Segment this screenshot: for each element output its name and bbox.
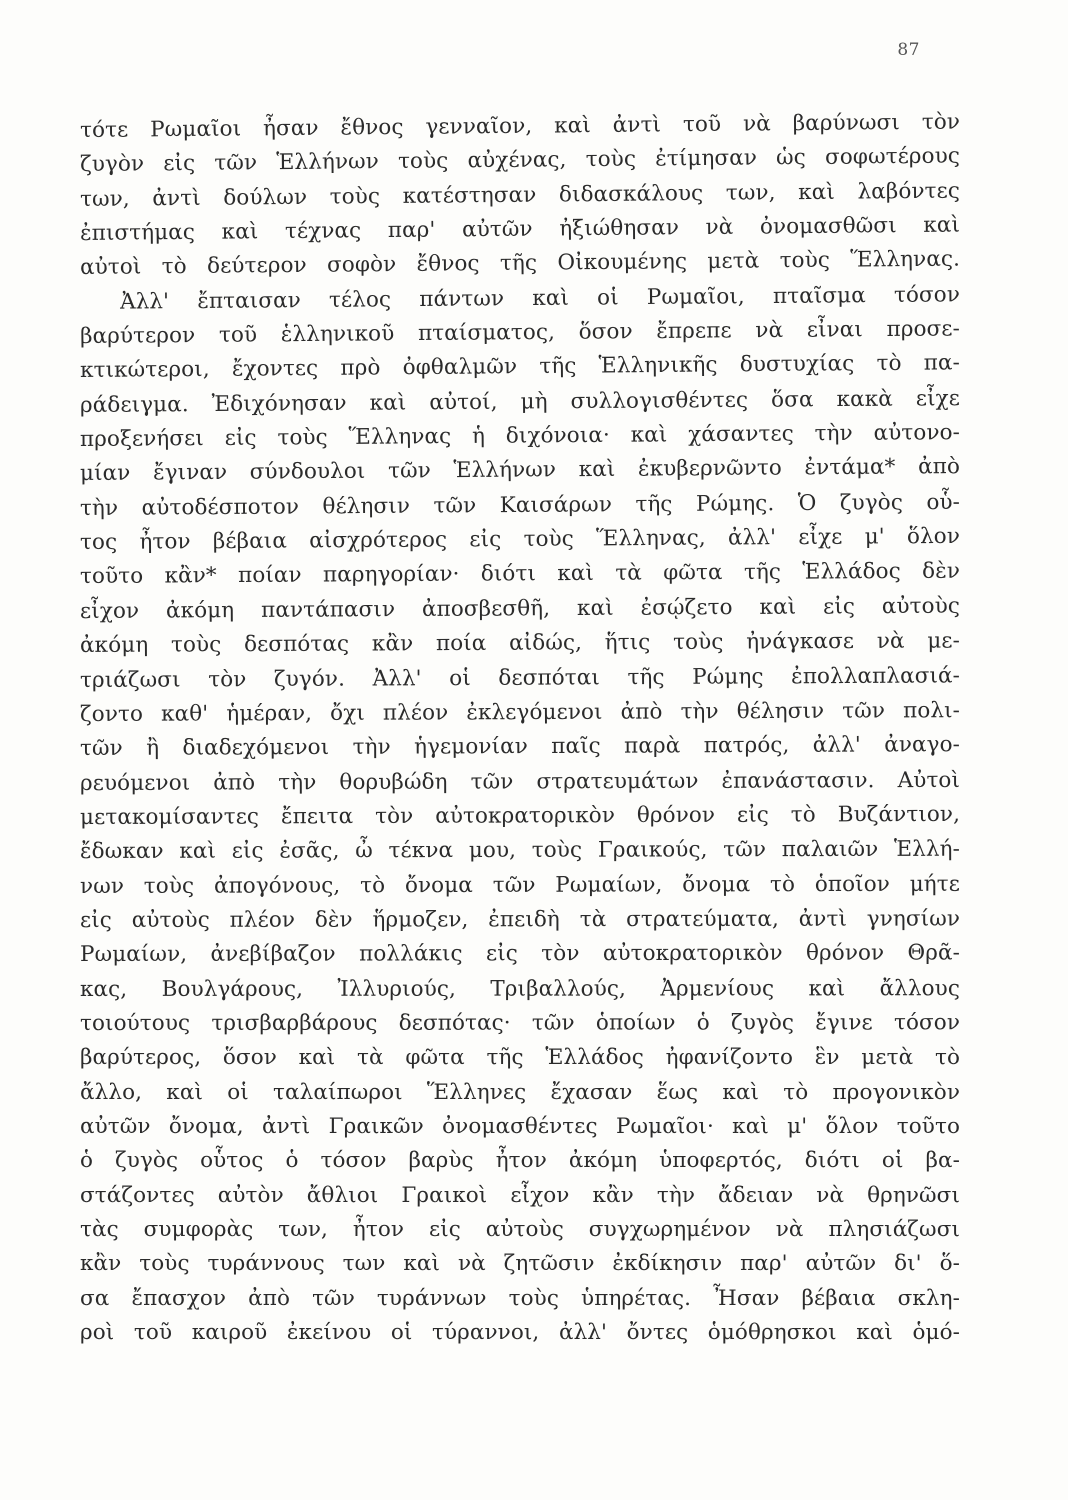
text-line: προξενήσει εἰς τοὺς Ἕλληνας ἡ διχόνοια· καὶ χάσαντες τὴν αὐτονο- xyxy=(79,420,961,453)
text-line: τῶν ἢ διαδεχόμενοι τὴν ἡγεμονίαν παῖς παρὰ πατρός, ἀλλ' ἀναγο- xyxy=(79,732,961,762)
text-line: ροὶ τοῦ καιροῦ ἐκείνου οἱ τύραννοι, ἀλλ' ὄντες ὁμόθρησκοι καὶ ὁμό- xyxy=(80,1320,960,1346)
text-line: κτικώτεροι, ἔχοντες πρὸ ὀφθαλμῶν τῆς Ἑλληνικῆς δυστυχίας τὸ πα- xyxy=(79,350,961,384)
text-line: τότε Ρωμαῖοι ἦσαν ἔθνος γενναῖον, καὶ ἀντὶ τοῦ νὰ βαρύνωσι τὸν xyxy=(79,109,961,143)
text-line: αὐτοὶ τὸ δεύτερον σοφὸν ἔθνος τῆς Οἰκουμένης μετὰ τοὺς Ἕλληνας. xyxy=(79,246,961,281)
text-line: ζοντο καθ' ἡμέραν, ὄχι πλέον ἐκλεγόμενοι ἀπὸ τὴν θέλησιν τῶν πολι- xyxy=(79,698,961,727)
text-line: Ἀλλ' ἔπταισαν τέλος πάντων καὶ οἱ Ρωμαῖοι, πταῖσμα τόσον xyxy=(119,282,961,315)
text-line: βαρύτερος, ὅσον καὶ τὰ φῶτα τῆς Ἑλλάδος ἠφανίζοντο ἓν μετὰ τὸ xyxy=(80,1045,960,1071)
body-text xyxy=(79,109,961,1348)
text-line: βαρύτερον τοῦ ἑλληνικοῦ πταίσματος, ὅσον ἔπρεπε νὰ εἶναι προσε- xyxy=(79,316,961,350)
text-line: κἂν τοὺς τυράννους των καὶ νὰ ζητῶσιν ἐκδίκησιν παρ' αὐτῶν δι' ὅ- xyxy=(80,1251,960,1277)
text-line: Ρωμαίων, ἀνεβίβαζον πολλάκις εἰς τὸν αὐτοκρατορικὸν θρόνον Θρᾶ- xyxy=(79,940,961,968)
text-line: εἶχον ἀκόμη παντάπασιν ἀποσβεσθῆ, καὶ ἐσῴζετο καὶ εἰς αὐτοὺς xyxy=(79,593,961,624)
text-line: τὰς συμφορὰς των, ἦτον εἰς αὐτοὺς συγχωρημένον νὰ πλησιάζωσι xyxy=(80,1217,960,1242)
text-line: ἐπιστήμας καὶ τέχνας παρ' αὐτῶν ἠξιώθησαν νὰ ὀνομασθῶσι καὶ xyxy=(79,212,961,247)
text-line: στάζοντες αὐτὸν ἄθλιοι Γραικοὶ εἶχον κἂν τὴν ἄδειαν νὰ θρηνῶσι xyxy=(80,1182,960,1208)
text-line: ἀκόμη τοὺς δεσπότας κἂν ποία αἰδώς, ἥτις τοὺς ἠνάγκασε νὰ με- xyxy=(79,628,961,659)
text-line: τοιούτους τρισβαρβάρους δεσπότας· τῶν ὁποίων ὁ ζυγὸς ἔγινε τόσον xyxy=(79,1010,961,1036)
text-line: τὴν αὐτοδέσποτον θέλησιν τῶν Καισάρων τῆς Ρώμης. Ὁ ζυγὸς οὗ- xyxy=(79,489,961,521)
text-line: ρευόμενοι ἀπὸ τὴν θορυβώδη τῶν στρατευμάτων ἐπανάστασιν. Αὐτοὶ xyxy=(79,767,961,796)
text-line: ὁ ζυγὸς οὗτος ὁ τόσον βαρὺς ἦτον ἀκόμη ὑποφερτός, διότι οἱ βα- xyxy=(80,1148,960,1174)
text-line: τριάζωσι τὸν ζυγόν. Ἀλλ' οἱ δεσπόται τῆς Ρώμης ἐπολλαπλασιά- xyxy=(79,662,961,693)
text-line: εἰς αὐτοὺς πλέον δὲν ἥρμοζεν, ἐπειδὴ τὰ στρατεύματα, ἀντὶ γνησίων xyxy=(79,906,961,933)
text-line: τος ἦτον βέβαια αἰσχρότερος εἰς τοὺς Ἕλληνας, ἀλλ' εἶχε μ' ὅλον xyxy=(79,523,961,556)
text-line: ἔδωκαν καὶ εἰς ἐσᾶς, ὦ τέκνα μου, τοὺς Γραικούς, τῶν παλαιῶν Ἑλλή- xyxy=(79,836,961,865)
text-line: νων τοὺς ἀπογόνους, τὸ ὄνομα τῶν Ρωμαίων, ὄνομα τὸ ὁποῖον μήτε xyxy=(79,871,961,899)
text-line: σα ἔπασχον ἀπὸ τῶν τυράννων τοὺς ὑπηρέτας. Ἦσαν βέβαια σκλη- xyxy=(80,1285,960,1311)
text-line: αὐτῶν ὄνομα, ἀντὶ Γραικῶν ὀνομασθέντες Ρωμαῖοι· καὶ μ' ὅλον τοῦτο xyxy=(80,1113,960,1139)
text-line: τοῦτο κἂν* ποίαν παρηγορίαν· διότι καὶ τὰ φῶτα τῆς Ἑλλάδος δὲν xyxy=(79,559,961,590)
text-line: ζυγὸν εἰς τῶν Ἑλλήνων τοὺς αὐχένας, τοὺς ἐτίμησαν ὡς σοφωτέρους xyxy=(79,143,961,178)
text-line: μετακομίσαντες ἔπειτα τὸν αὐτοκρατορικὸν θρόνον εἰς τὸ Βυζάντιον, xyxy=(79,801,961,830)
text-line: κας, Βουλγάρους, Ἰλλυριούς, Τριβαλλούς, Ἀρμενίους καὶ ἄλλους xyxy=(79,975,961,1002)
text-line: ἄλλο, καὶ οἱ ταλαίπωροι Ἕλληνες ἔχασαν ἕως καὶ τὸ προγονικὸν xyxy=(80,1079,960,1105)
text-line: των, ἀντὶ δούλων τοὺς κατέστησαν διδασκάλους των, καὶ λαβόντες xyxy=(79,178,961,212)
page-number: 87 xyxy=(897,40,920,60)
text-line: ράδειγμα. Ἐδιχόνησαν καὶ αὐτοί, μὴ συλλογισθέντες ὅσα κακὰ εἶχε xyxy=(79,385,961,418)
text-line: μίαν ἔγιναν σύνδουλοι τῶν Ἑλλήνων καὶ ἐκυβερνῶντο ἐντάμα* ἀπὸ xyxy=(79,454,961,487)
